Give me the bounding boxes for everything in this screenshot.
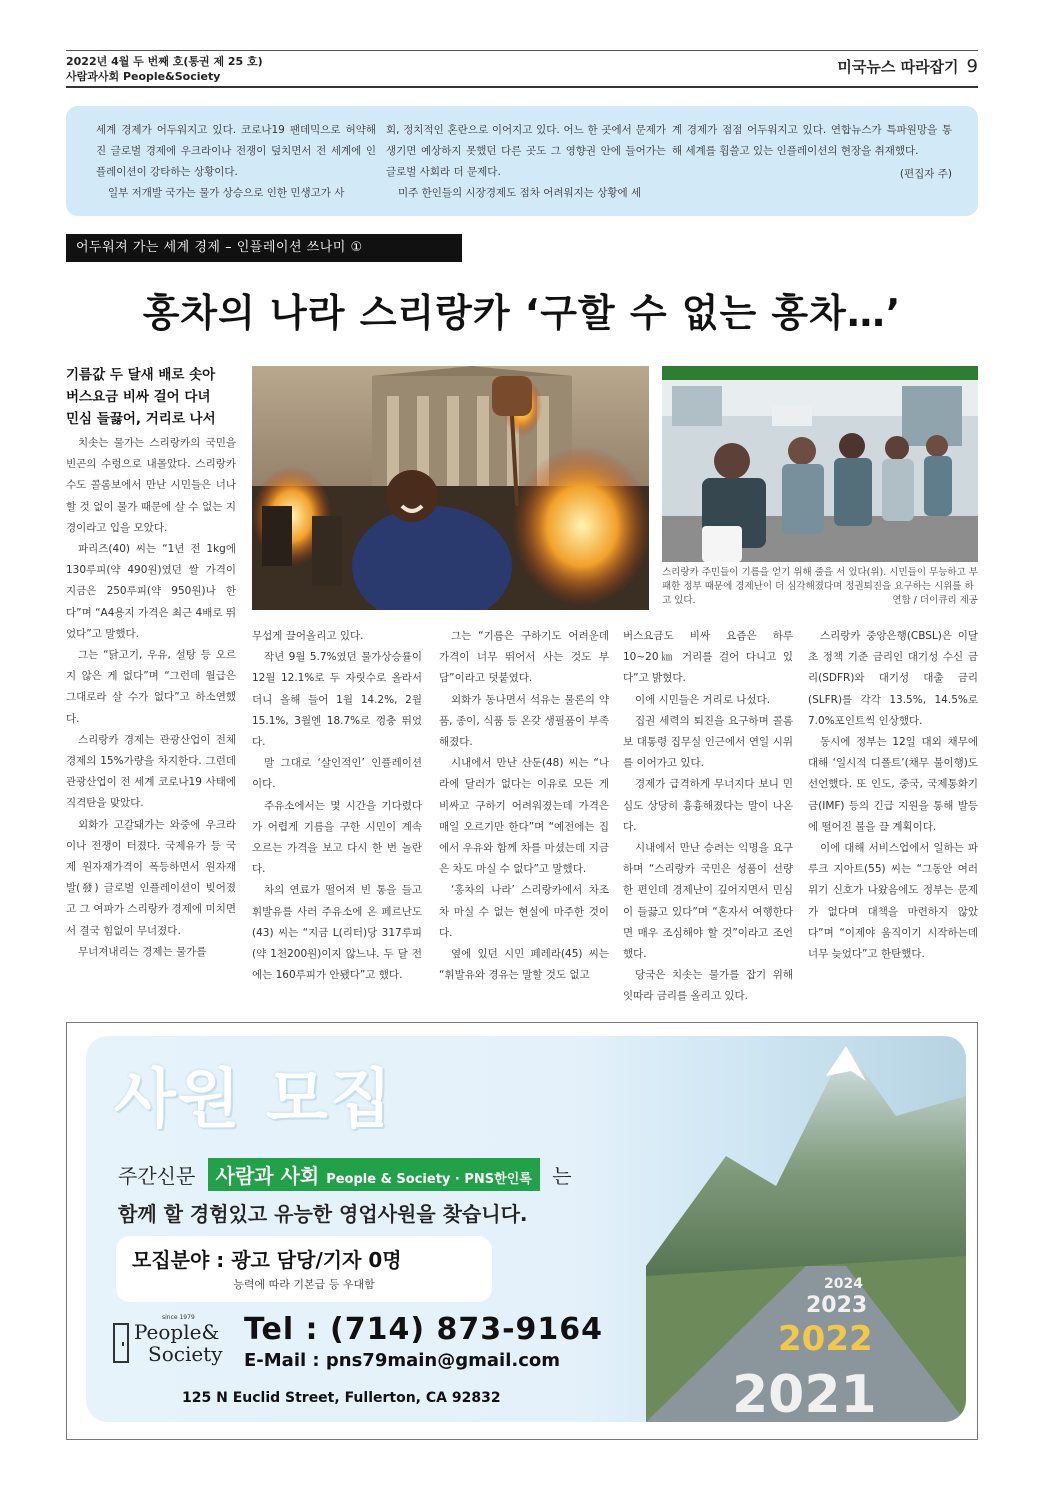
article-column-5	[808, 626, 978, 965]
article-paragraph: 이에 시민들은 거리로 나섰다.	[635, 693, 771, 706]
logo-line-2: Society	[148, 1342, 223, 1366]
intro-paragraph: 일부 저개발 국가는 물가 상승으로 인한 민생고가 사	[108, 187, 345, 199]
recruit-note: 능력에 따라 기본급 등 우대함	[233, 1278, 375, 1291]
fuel-queue-photo-illustration	[662, 366, 978, 562]
article-paragraph: 주유소에서는 몇 시간을 기다렸다가 어렵게 기름을 구한 시민이 계속 오르는 가격을 보고 다시 한 번 놀란다.	[252, 799, 422, 876]
protest-photo-illustration	[252, 366, 649, 610]
people-society-logo	[112, 1314, 232, 1370]
ad-title: 사원 모집	[114, 1063, 394, 1137]
article-paragraph: 스리랑카 경제는 관광산업이 전체 경제의 15%가량을 차지한다. 그런데 관광산업이 전 세계 코로나19 사태에 직격탄을 맞았다.	[66, 733, 236, 810]
ad-brand-name: 사람과 사회	[215, 1164, 320, 1188]
intro-paragraph: 회, 정치적인 혼란으로 이어지고 있다. 어느 한 곳에서 문제가 생기면 예상하지 못했던 다른 곳도 그 영향권 안에 들어가는 글로벌 사회라 더 문제다.	[386, 124, 666, 178]
subhead-line: 버스요금 비싸 걸어 다녀	[66, 389, 211, 405]
article-paragraph: 이에 대해 서비스업에서 일하는 파루크 지아트(55) 씨는 “그동안 여러 위기 신호가 나왔음에도 정부는 문제가 없다며 대책을 마련하지 않았다”며 “이제야 움직이기 시작하는데 너무 늦었다”고 한탄했다.	[808, 842, 978, 961]
road-year: 2024	[824, 1276, 863, 1292]
article-column-3	[439, 626, 609, 986]
photo-credit: 연합 / 더이큐리 제공	[892, 595, 978, 606]
ad-email: E-Mail : pns79main@gmail.com	[244, 1350, 561, 1371]
logo-since: since 1979	[162, 1314, 195, 1321]
road-year: 2021	[732, 1365, 877, 1422]
subheadline	[66, 364, 236, 430]
ad-line-1	[118, 1158, 572, 1191]
publication-label: 사람과사회 People&Society	[66, 70, 221, 83]
issue-label: 2022년 4월 두 번째 호(통권 제 25 호)	[66, 55, 263, 68]
article-paragraph: 파리즈(40) 씨는 “1년 전 1kg에 130루피(약 490원)였던 쌀 가격이 지금은 250루피(약 950원)나 한다”며 “A4용지 가격은 최근 4배로 뛰었다”고 말했다.	[66, 543, 236, 640]
article-paragraph: 동시에 정부는 12일 대외 채무에 대해 ‘일시적 디폴트’(채무 불이행)도 선언했다. 또 인도, 중국, 국제통화기금(IMF) 등의 긴급 지원을 통해 발등에 떨어진 불을 끌 계획이다.	[808, 736, 978, 833]
headline: 홍차의 나라 스리랑카 ‘구할 수 없는 홍차…’	[142, 291, 902, 335]
article-paragraph: 당국은 치솟는 물가를 잡기 위해 잇따라 금리를 올리고 있다.	[623, 969, 793, 1003]
article-paragraph: 말 그대로 ‘살인적인’ 인플레이션이다.	[252, 757, 422, 791]
logo-line-1: People&	[134, 1320, 220, 1344]
intro-paragraph: 계 경제가 점점 어두워지고 있다. 연합뉴스가 특파원망을 통해 세계를 휩쓸고 있는 인플레이션의 현장을 취재했다.	[672, 124, 952, 157]
article-paragraph: 그는 “닭고기, 우유, 설탕 등 오르지 않은 게 없다”며 “그런데 월급은 그대로라 살 수가 없다”고 하소연했다.	[66, 649, 236, 725]
intro-paragraph: 미주 한인들의 시장경제도 점차 어려워지는 상황에 세	[398, 187, 642, 199]
ad-brand-sub: People & Society · PNS한인록	[326, 1172, 532, 1187]
article-paragraph: 치솟는 물가는 스리랑카의 국민을 빈곤의 수렁으로 내몰았다. 스리랑카 수도 콜롬보에서 만난 시민들은 너나 할 것 없이 물가 때문에 살 수 없는 지경이라고 입을 모았다.	[66, 437, 236, 534]
article-paragraph: 시내에서 만난 산둔(48) 씨는 “나라에 달러가 없다는 이유로 모든 게 비싸고 구하기 어려워졌는데 가격은 매일 오르기만 한다”며 “예전에는 집에서 우유와 함께 차를 마셨는데 지금은 차도 마실 수 없다”고 말했다.	[439, 757, 609, 876]
header-bottom-rule	[66, 86, 978, 88]
ad-brand-badge	[208, 1158, 540, 1191]
photo-caption	[662, 566, 978, 608]
article-paragraph: 외화가 동나면서 석유는 물론의 약품, 종이, 식품 등 온갖 생필품이 부족해졌다.	[439, 693, 609, 749]
article-paragraph: 그는 “기름은 구하기도 어려운데 가격이 너무 뛰어서 사는 것도 부담”이라고 덧붙였다.	[439, 630, 609, 685]
fuel-queue-photo	[662, 366, 978, 562]
intro-paragraph: 세계 경제가 어두워지고 있다. 코로나19 팬데믹으로 허약해진 글로벌 경제에 우크라이나 전쟁이 덮치면서 전 세계에 인플레이션이 강타하는 상황이다.	[96, 124, 376, 178]
article-paragraph: 외화가 고갈돼가는 와중에 우크라이나 전쟁이 터졌다. 국제유가 등 국제 원자재가격이 폭등하면서 원자재발(發) 글로벌 인플레이션이 빚어졌고 그 여파가 스리랑카 경제에 미치면서 결국 힘없이 무너졌다.	[66, 818, 236, 937]
subhead-line: 기름값 두 달새 배로 솟아	[66, 367, 216, 383]
article-paragraph: 시내에서 만난 승려는 익명을 요구하며 “스리랑카 국민은 성품이 선량한 편인데 경제난이 깊어지면서 민심이 들끓고 있다”며 “혼자서 여행한다면 매우 조심해야 할 것”이라고 조언했다.	[623, 842, 793, 961]
door-icon	[112, 1322, 130, 1364]
article-paragraph: ‘홍차의 나라’ 스리랑카에서 차조차 마실 수 없는 현실에 마주한 것이다.	[439, 884, 609, 939]
article-paragraph: 무섭게 끌어올리고 있다.	[252, 630, 364, 642]
article-paragraph: 버스요금도 비싸 요즘은 하루 10~20㎞ 거리를 걸어 다니고 있다”고 밝혔다.	[623, 630, 793, 685]
series-label: 어두워져 가는 세계 경제 – 인플레이션 쓰나미 ①	[66, 234, 462, 262]
road-year: 2022	[778, 1319, 873, 1359]
page-number: 9	[966, 56, 978, 77]
intro-column-3	[672, 120, 952, 185]
intro-column-1	[96, 120, 376, 204]
road-year: 2023	[806, 1293, 868, 1318]
intro-box	[66, 106, 978, 216]
mountain-road-illustration	[646, 1036, 966, 1422]
editor-note: (편집자 주)	[899, 168, 952, 180]
article-paragraph: 집권 세력의 퇴진을 요구하며 콜롬보 대통령 집무실 인근에서 연일 시위를 이어가고 있다.	[623, 714, 793, 770]
ad-line-2: 함께 할 경험있고 유능한 영업사원을 찾습니다.	[118, 1202, 528, 1226]
protest-photo	[252, 366, 649, 610]
intro-column-2	[386, 120, 666, 204]
recruit-field: 모집분야 : 광고 담당/기자 0명	[132, 1248, 402, 1272]
article-column-2	[252, 626, 422, 986]
subhead-line: 민심 들끓어, 거리로 나서	[66, 411, 216, 427]
ad-address: 125 N Euclid Street, Fullerton, CA 92832	[182, 1390, 501, 1406]
recruitment-ad	[86, 1036, 966, 1422]
header-top-rule	[66, 50, 978, 51]
ad-line1-pre: 주간신문	[118, 1164, 196, 1188]
article-paragraph: 옆에 있던 시민 페레라(45) 씨는 “휘발유와 경유는 말할 것도 없고	[439, 948, 609, 982]
recruit-box	[116, 1236, 492, 1302]
article-paragraph: 경제가 급격하게 무너지다 보니 민심도 상당히 흉흉해졌다는 말이 나온다.	[623, 778, 793, 833]
section-name: 미국뉴스 따라잡기	[837, 58, 959, 76]
section-header	[837, 56, 978, 77]
ad-line1-post: 는	[552, 1164, 572, 1188]
caption-text: 스리랑카 주민들이 기름을 얻기 위해 줄을 서 있다(위). 시민들이 무능하고 부패한 정부 때문에 경제난이 더 심각해졌다며 정권퇴진을 요구하는 시위를 하고 있다.	[662, 567, 978, 606]
article-paragraph: 무너져내리는 경제는 물가를	[78, 945, 207, 958]
ad-telephone: Tel : (714) 873-9164	[244, 1312, 604, 1347]
article-paragraph: 작년 9월 5.7%였던 물가상승률이 12월 12.1%로 두 자릿수로 올라서더니 올해 들어 1월 14.2%, 2월 15.1%, 3월엔 18.7%로 껑충 뛰었다.	[252, 651, 422, 749]
article-column-1	[66, 433, 236, 963]
article-paragraph: 스리랑카 중앙은행(CBSL)은 이달 초 정책 기준 금리인 대기성 수신 금리(SDFR)와 대기성 대출 금리(SLFR)를 각각 13.5%, 14.5%로 7.0%포인트씩 인상했다.	[808, 630, 978, 727]
article-column-4	[623, 626, 793, 1008]
article-paragraph: 차의 연료가 떨어져 빈 통을 들고 휘발유를 사러 주유소에 온 페르난도(43) 씨는 “지금 L(리터)당 317루피(약 1천200원)이지 않느냐. 두 달 전에는 160루피가 안됐다”고 했다.	[252, 884, 422, 982]
